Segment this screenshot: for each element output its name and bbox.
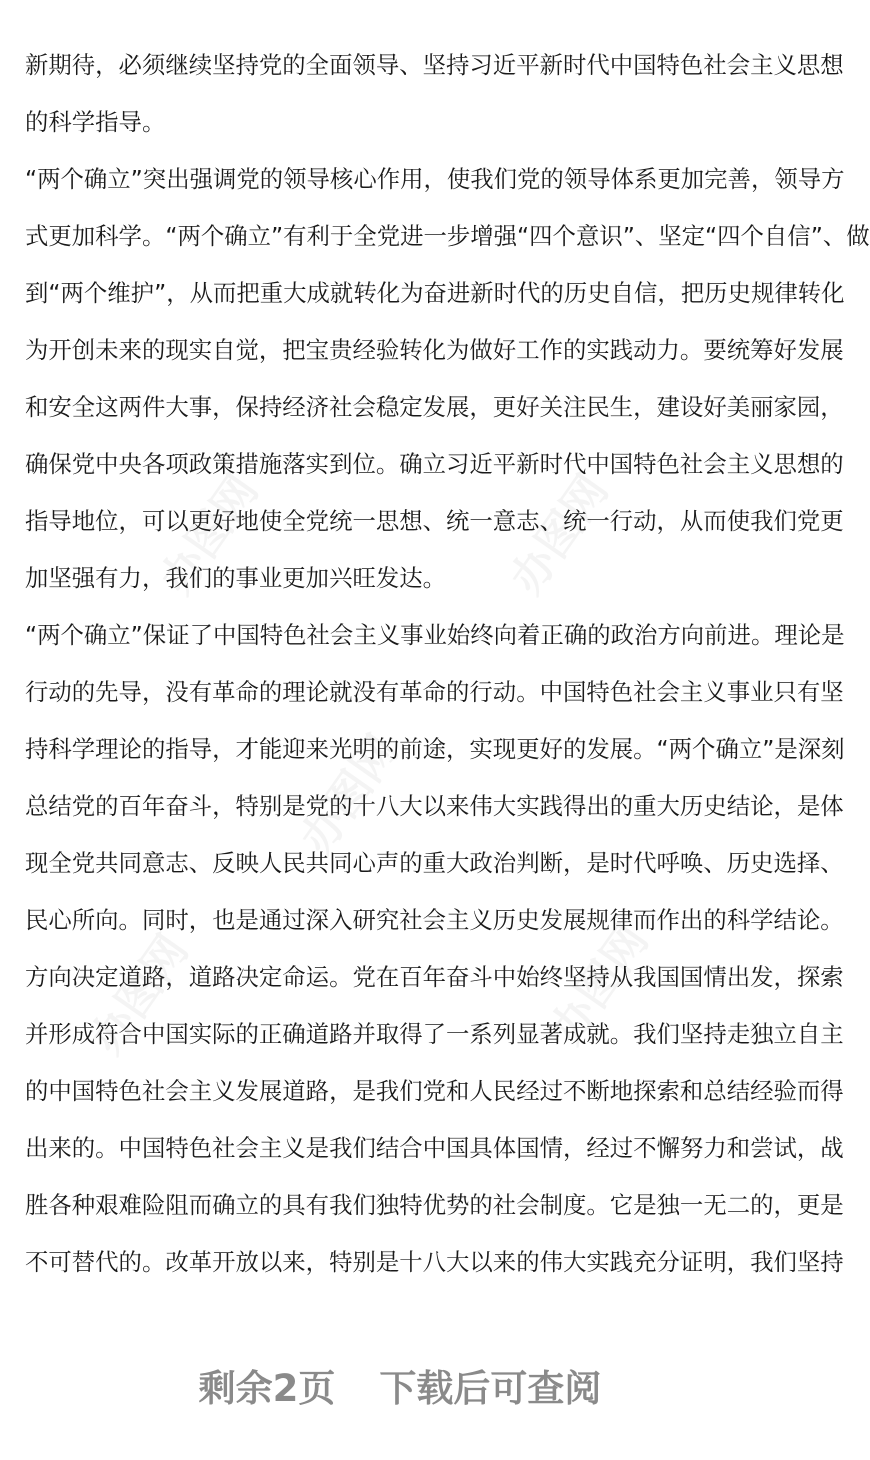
text-line: 方向决定道路，道路决定命运。党在百年奋斗中始终坚持从我国国情出发，探索: [25, 963, 844, 991]
text-line: 不可替代的。改革开放以来，特别是十八大以来的伟大实践充分证明，我们坚持: [25, 1248, 844, 1276]
text-line: 到“两个维护”，从而把重大成就转化为奋进新时代的历史自信，把历史规律转化: [25, 279, 845, 307]
text-line: 加坚强有力，我们的事业更加兴旺发达。: [25, 564, 447, 592]
text-line: 民心所向。同时，也是通过深入研究社会主义历史发展规律而作出的科学结论。: [25, 906, 844, 934]
text-line: 出来的。中国特色社会主义是我们结合中国具体国情，经过不懈努力和尝试，战: [25, 1134, 844, 1162]
text-line: 现全党共同意志、反映人民共同心声的重大政治判断，是时代呼唤、历史选择、: [25, 849, 844, 877]
document-body: [25, 48, 870, 1302]
text-line: “两个确立”保证了中国特色社会主义事业始终向着正确的政治方向前进。理论是: [25, 621, 845, 649]
text-line: 总结党的百年奋斗，特别是党的十八大以来伟大实践得出的重大历史结论，是体: [25, 792, 844, 820]
text-line: 的中国特色社会主义发展道路，是我们党和人民经过不断地探索和总结经验而得: [25, 1077, 844, 1105]
text-line: 指导地位，可以更好地使全党统一思想、统一意志、统一行动，从而使我们党更: [25, 507, 844, 535]
download-to-view-label: 下载后可查阅: [379, 1367, 602, 1410]
text-line: 确保党中央各项政策措施落实到位。确立习近平新时代中国特色社会主义思想的: [25, 450, 844, 478]
text-line: “两个确立”突出强调党的领导核心作用，使我们党的领导体系更加完善，领导方: [25, 165, 845, 193]
text-line: 行动的先导，没有革命的理论就没有革命的行动。中国特色社会主义事业只有坚: [25, 678, 844, 706]
text-line: 式更加科学。“两个确立”有利于全党进一步增强“四个意识”、坚定“四个自信”、做: [25, 222, 870, 250]
remaining-pages-label: 剩余2页: [198, 1367, 336, 1410]
text-line: 并形成符合中国实际的正确道路并取得了一系列显著成就。我们坚持走独立自主: [25, 1020, 844, 1048]
download-prompt[interactable]: [0, 1358, 800, 1412]
text-line: 的科学指导。: [25, 108, 166, 136]
text-line: 为开创未来的现实自觉，把宝贵经验转化为做好工作的实践动力。要统筹好发展: [25, 336, 844, 364]
text-line: 和安全这两件大事，保持经济社会稳定发展，更好关注民生，建设好美丽家园，: [25, 393, 844, 421]
text-line: 持科学理论的指导，才能迎来光明的前途，实现更好的发展。“两个确立”是深刻: [25, 735, 845, 763]
text-line: 胜各种艰难险阻而确立的具有我们独特优势的社会制度。它是独一无二的，更是: [25, 1191, 844, 1219]
text-line: 新期待，必须继续坚持党的全面领导、坚持习近平新时代中国特色社会主义思想: [25, 51, 844, 79]
